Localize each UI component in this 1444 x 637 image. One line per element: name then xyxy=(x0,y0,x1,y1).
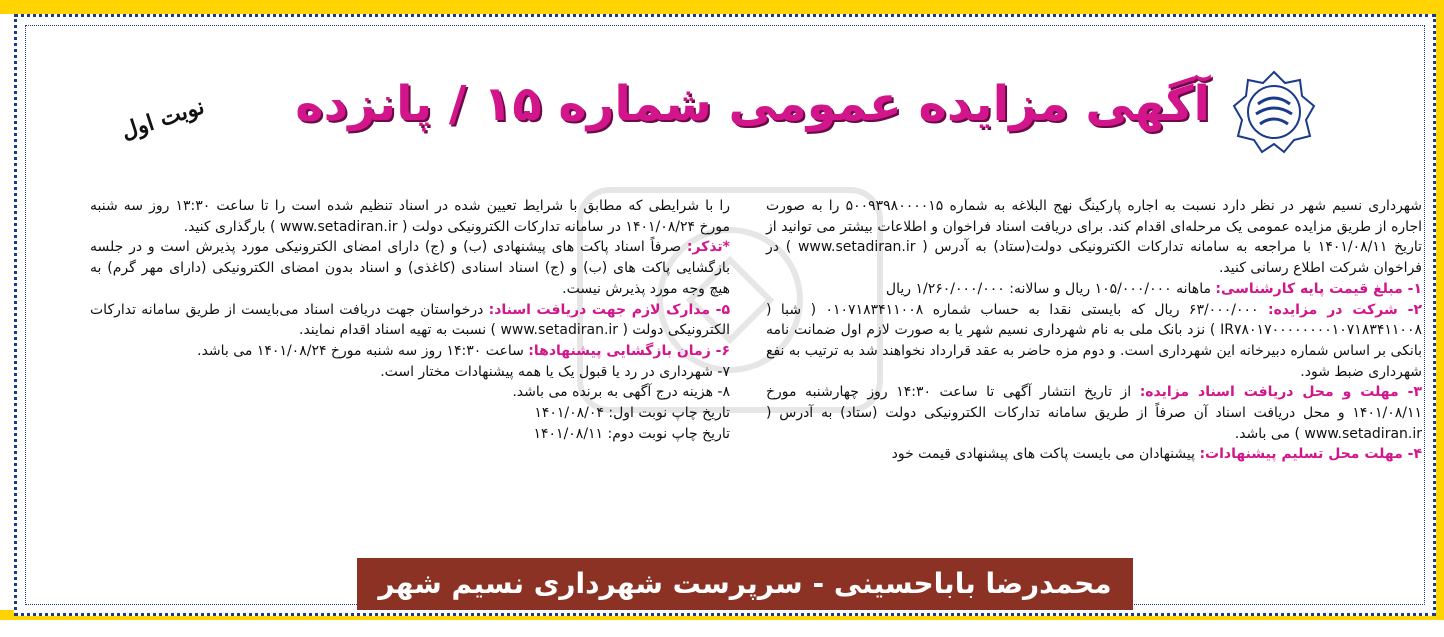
item-opening-time xyxy=(90,341,730,362)
print-date-first: تاریخ چاپ نوبت اول: ۱۴۰۱/۰۸/۰۴ xyxy=(534,405,730,422)
item-title: ۶- زمان بازگشایی پیشنهادها: xyxy=(528,342,730,359)
left-text-column xyxy=(90,196,730,444)
item-title: ۲- شرکت در مزایده: xyxy=(1267,301,1423,318)
item-title: ۵- مدارک لازم جهت دریافت اسناد: xyxy=(488,301,731,318)
print-date-second: تاریخ چاپ نوبت دوم: ۱۴۰۱/۰۸/۱۱ xyxy=(533,425,730,442)
top-border-band xyxy=(0,0,1444,14)
right-text-column xyxy=(766,196,1422,465)
signature-bar: محمدرضا باباحسینی - سرپرست شهرداری نسیم شهر xyxy=(357,558,1133,610)
turn-note: نوبت اول xyxy=(118,93,208,145)
note-title: *تذکر: xyxy=(686,239,730,256)
item-text: ماهانه ۱۰۵/۰۰۰/۰۰۰ ریال و سالانه: ۱/۲۶۰/۰۰۰/۰۰۰ ریال xyxy=(885,280,1216,297)
municipality-logo-icon xyxy=(1232,70,1316,154)
item-required-documents xyxy=(90,300,730,341)
ad-headline: آگهی مزایده عمومی شماره ۱۵ / پانزده xyxy=(295,76,1210,132)
item-ad-cost: ۸- هزینه درج آگهی به برنده می باشد. xyxy=(512,384,730,401)
continuation-paragraph: را با شرایطی که مطابق با شرایط تعیین شده در اسناد تنظیم شده است را تا ساعت ۱۳:۳۰ روز سه شنبه مورخ ۱۴۰۱/۰۸/۲۴ در سامانه تدارکات الکترونیکی دولت ( www.setadiran.ir ) بارگذاری کنید. xyxy=(90,198,730,235)
item-participation xyxy=(766,300,1422,383)
item-base-price xyxy=(766,279,1422,300)
note-text: صرفاً اسناد پاکت های پیشنهادی (ب) و (ج) دارای امضای الکترونیکی مورد پذیرش است و در جلسه بازگشایی پاکت های (ب) و (ج) اسناد اسنادی (کاغذی) و اسناد بدون امضای الکترونیکی (دارای مهر گرم) به هیچ وجه مورد پذیرش نیست. xyxy=(90,239,730,297)
item-text: ۶۳/۰۰۰/۰۰۰ ریال که بایستی نقدا به حساب شماره ۰۱۰۷۱۸۳۴۱۱۰۰۸ ( شبا ( IR۷۸۰۱۷۰۰۰۰۰۰۰۰۱۰۷۱۸۳۴۱۱۰۰۸ ) نزد بانک ملی به نام شهرداری نسیم شهر یا به صورت لازم اول ضمانت نامه بانکی بر اساس شماره دبیرخانه این شهرداری است. و دوم مزه حاضر به عقد قرارداد نخواهند شد به ترتیب به نفع شهرداری ضبط شود. xyxy=(766,301,1422,380)
item-title: ۳- مهلت و محل دریافت اسناد مزایده: xyxy=(1139,384,1423,401)
item-text: درخواستان جهت دریافت اسناد می‌بایست از طریق سامانه تدارکات الکترونیکی دولت ( www.setadiran.ir ) نسبت به تهیه اسناد اقدام نمایند. xyxy=(90,301,730,339)
item-text: از تاریخ انتشار آگهی تا ساعت ۱۴:۳۰ روز چهارشنبه مورخ ۱۴۰۱/۰۸/۱۱ و محل دریافت اسناد آن صرفاً از طریق سامانه تدارکات الکترونیکی دولت (ستاد) به آدرس ( www.setadiran.ir ) می باشد. xyxy=(766,384,1422,442)
item-text: پیشنهادان می بایست پاکت های پیشنهادی قیمت خود xyxy=(891,446,1200,463)
item-submission-deadline xyxy=(766,444,1422,465)
item-rights: ۷- شهرداری در رد یا قبول یک یا همه پیشنهادات مختار است. xyxy=(380,363,730,380)
item-title: ۱- مبلغ قیمت پایه کارشناسی: xyxy=(1215,280,1422,297)
item-title: ۴- مهلت محل تسلیم پیشنهادات: xyxy=(1199,446,1422,463)
intro-paragraph: شهرداری نسیم شهر در نظر دارد نسبت به اجاره پارکینگ نهج البلاغه به شماره ۵۰۰۹۳۹۸۰۰۰۰۱۵ را به صورت اجاره از طریق مزایده عمومی یک مرحله‌ای اقدام کند. برای دریافت اسناد فراخوان و اطلاعات بیشتر می توانید از تاریخ ۱۴۰۱/۰۸/۱۱ با مراجعه به سامانه تدارکات الکترونیکی دولت(ستاد) به آدرس ( www.setadiran.ir ) در فراخوان شرکت اطلاع رسانی کنید. xyxy=(766,198,1423,277)
note-paragraph xyxy=(90,237,730,299)
item-text: ساعت ۱۴:۳۰ روز سه شنبه مورخ ۱۴۰۱/۰۸/۲۴ می باشد. xyxy=(197,342,529,359)
item-documents-deadline xyxy=(766,382,1422,444)
